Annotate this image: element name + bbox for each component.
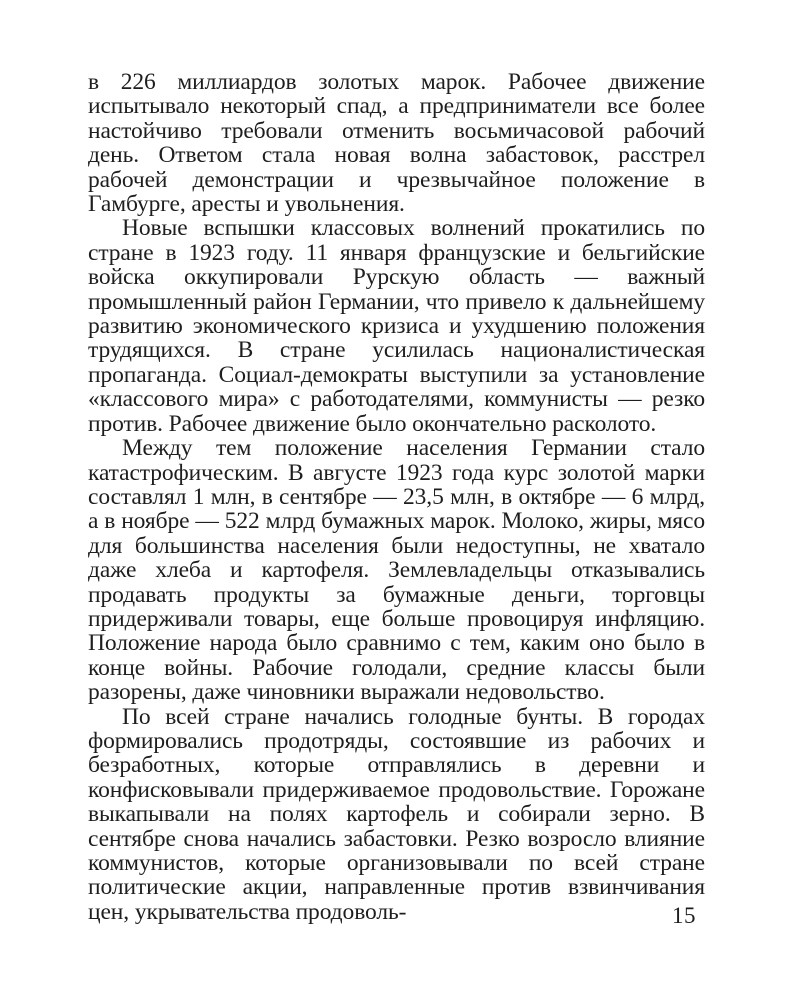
page-number: 15	[672, 903, 696, 928]
paragraph-ruhr-occupation: Новые вспышки классовых волнений прокатились по стране в 1923 году. 11 января французские и бельгийские войска оккупировали Рурскую область — важный промышленный район Германии, что привело к дальнейшему развитию экономического кризиса и ухудшению положения трудящихся. В стране усилилась националистическая пропаганда. Социал-демократы выступили за установление «классового мира» с работодателями, коммунисты — резко против. Рабочее движение было окончательно расколото.	[88, 215, 705, 437]
paragraph-hunger-riots: По всей стране начались голодные бунты. В городах формировались продотряды, состоявшие из рабочих и безработных, которые отправлялись в деревни и конфисковывали придерживаемое продовольствие. Горожане выкапывали на полях картофель и собирали зерно. В сентябре снова начались забастовки. Резко возросло влияние коммунистов, которые организовывали по всей стране политические акции, направленные против взвинчивания цен, укрывательства продоволь-	[88, 703, 705, 925]
page-body	[88, 70, 705, 924]
paragraph-continuation: в 226 миллиардов золотых марок. Рабочее движение испытывало некоторый спад, а предприниматели все более настойчиво требовали отменить восьмичасовой рабочий день. Ответом стала новая волна забастовок, расстрел рабочей демонстрации и чрезвычайное положение в Гамбурге, аресты и увольнения.	[88, 69, 705, 218]
paragraph-inflation: Между тем положение населения Германии стало катастрофическим. В августе 1923 года курс золотой марки составлял 1 млн, в сентябре — 23,5 млн, в октябре — 6 млрд, а в ноябре — 522 млрд бумажных марок. Молоко, жиры, мясо для большинства населения были недоступны, не хватало даже хлеба и картофеля. Землевладельцы отказывались продавать продукты за бумажные деньги, торговцы придерживали товары, еще больше провоцируя инфляцию. Положение народа было сравнимо с тем, каким оно было в конце войны. Рабочие голодали, средние классы были разорены, даже чиновники выражали недовольство.	[88, 435, 705, 706]
